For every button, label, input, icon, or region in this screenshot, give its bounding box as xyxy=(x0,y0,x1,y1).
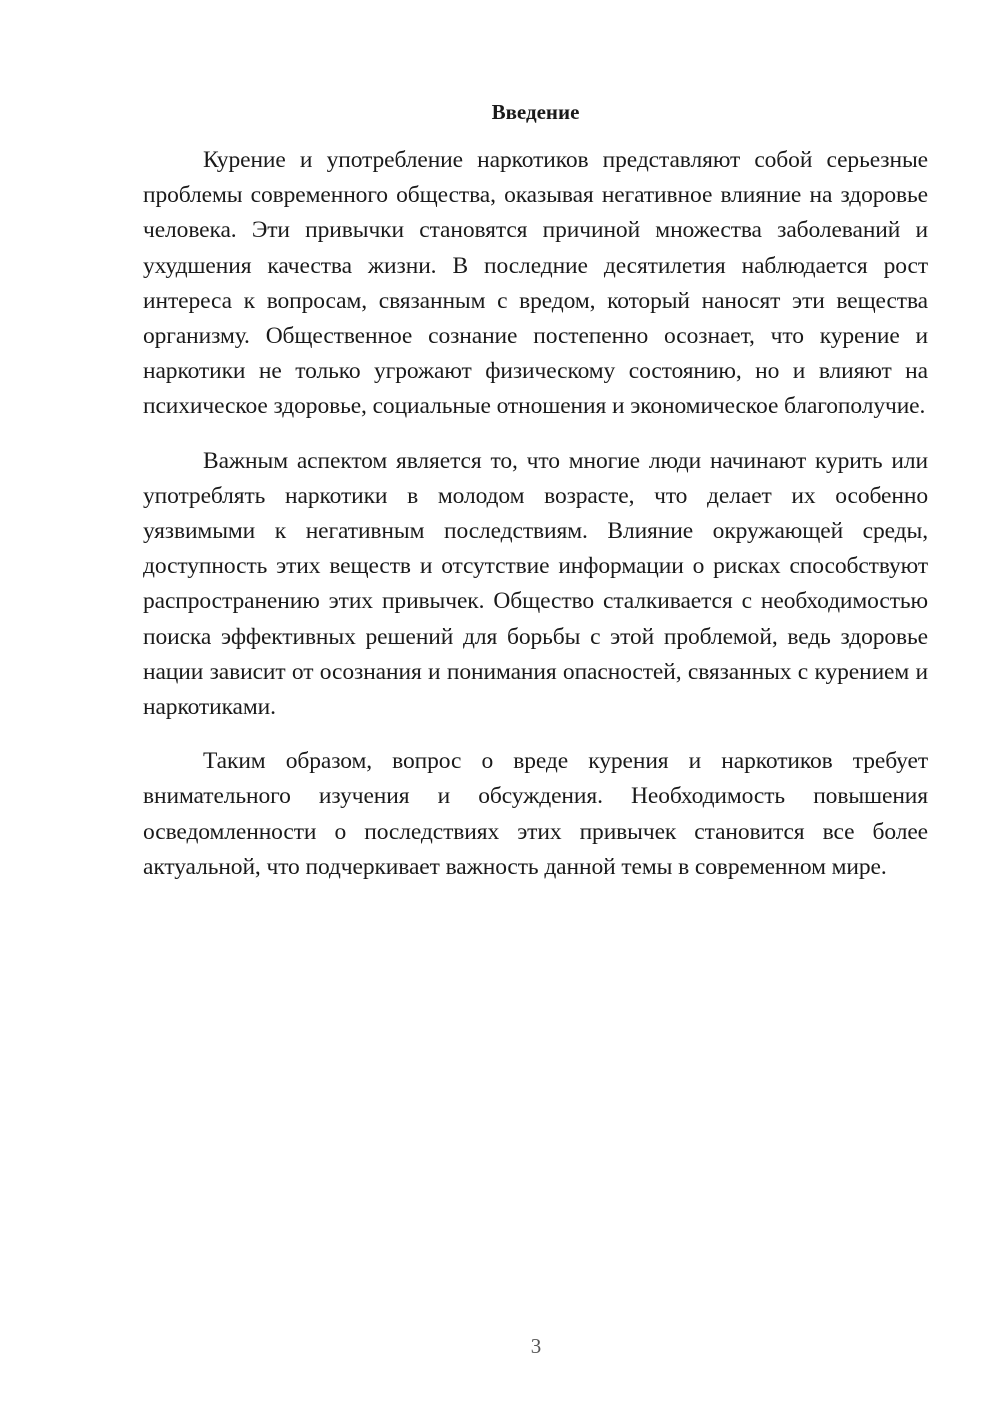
paragraph-3: Таким образом, вопрос о вреде курения и наркотиков требует внимательного изучения и обсуждения. Необходимость повышения осведомленности о последствиях этих привычек становится все более актуальной, что подчеркивает важность данной темы в современном мире. xyxy=(143,748,928,880)
paragraph-1: Курение и употребление наркотиков представляют собой серьезные проблемы современного общества, оказывая негативное влияние на здоровье человека. Эти привычки становятся причиной множества заболеваний и ухудшения качества жизни. В последние десятилетия наблюдается рост интереса к вопросам, связанным с вредом, который наносят эти вещества организму. Общественное сознание постепенно осознает, что курение и наркотики не только угрожают физическому состоянию, но и влияют на психическое здоровье, социальные отношения и экономическое благополучие. xyxy=(143,147,928,420)
page-number: 3 xyxy=(530,1334,542,1358)
body-text xyxy=(143,143,928,904)
paragraph-2: Важным аспектом является то, что многие люди начинают курить или употреблять наркотики в молодом возрасте, что делает их особенно уязвимыми к негативным последствиям. Влияние окружающей среды, доступность этих веществ и отсутствие информации о рисках способствуют распространению этих привычек. Общество сталкивается с необходимостью поиска эффективных решений для борьбы с этой проблемой, ведь здоровье нации зависит от осознания и понимания опасностей, связанных с курением и наркотиками. xyxy=(143,447,928,721)
section-title: Введение xyxy=(491,100,580,124)
